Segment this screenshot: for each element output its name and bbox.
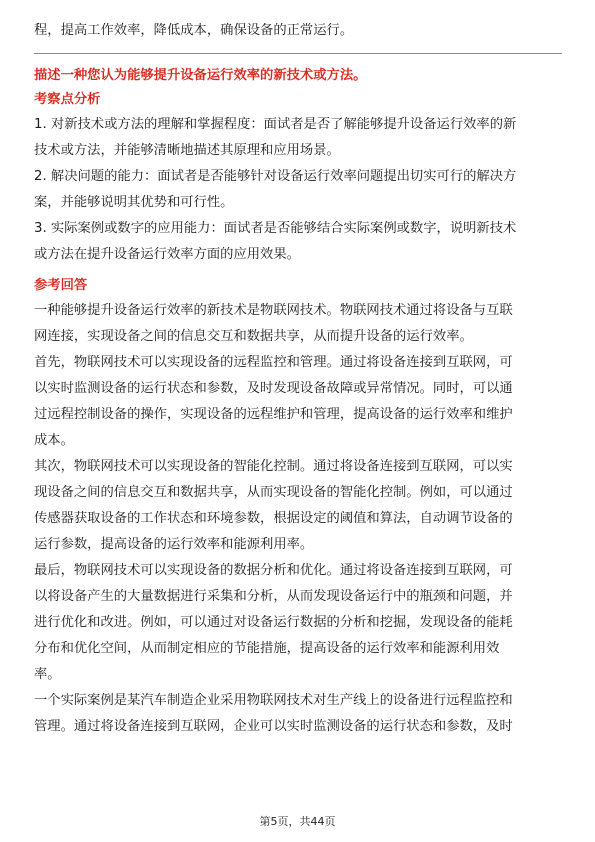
- text-line: 成本。: [34, 433, 74, 448]
- text-line: 以将设备产生的大量数据进行采集和分析，从而发现设备运行中的瓶颈和问题，并: [34, 589, 513, 604]
- answer-heading: 参考回答: [34, 278, 88, 293]
- text-line: 进行优化和改进。例如，可以通过对设备运行数据的分析和挖掘，发现设备的能耗: [34, 615, 513, 630]
- text-line: 网连接，实现设备之间的信息交互和数据共享，从而提升设备的运行效率。: [34, 329, 473, 344]
- text-line: 或方法在提升设备运行效率方面的应用效果。: [34, 247, 300, 262]
- analysis-body: [34, 112, 564, 268]
- text-line: 1. 对新技术或方法的理解和掌握程度：面试者是否了解能够提升设备运行效率的新: [34, 117, 517, 132]
- text-line: 技术或方法，并能够清晰地描述其原理和应用场景。: [34, 143, 340, 158]
- text-line: 3. 实际案例或数字的应用能力：面试者是否能够结合实际案例或数字，说明新技术: [34, 221, 517, 236]
- text-line: 现设备之间的信息交互和数据共享，从而实现设备的智能化控制。例如，可以通过: [34, 485, 513, 500]
- text-line: 传感器获取设备的工作状态和环境参数，根据设定的阈值和算法，自动调节设备的: [34, 511, 513, 526]
- section-divider: [34, 53, 562, 54]
- text-line: 最后，物联网技术可以实现设备的数据分析和优化。通过将设备连接到互联网，可: [34, 563, 513, 578]
- text-line: 一种能够提升设备运行效率的新技术是物联网技术。物联网技术通过将设备与互联: [34, 303, 513, 318]
- text-line: 过远程控制设备的操作，实现设备的远程维护和管理，提高设备的运行效率和维护: [34, 407, 513, 422]
- text-line: 分布和优化空间，从而制定相应的节能措施，提高设备的运行效率和能源利用效: [34, 641, 500, 656]
- text-line: 其次，物联网技术可以实现设备的智能化控制。通过将设备连接到互联网，可以实: [34, 459, 513, 474]
- text-line: 率。: [34, 667, 61, 682]
- question-title: 描述一种您认为能够提升设备运行效率的新技术或方法。: [34, 68, 367, 83]
- text-line: 首先，物联网技术可以实现设备的远程监控和管理。通过将设备连接到互联网，可: [34, 355, 513, 370]
- intro-paragraph: [34, 18, 564, 44]
- text-line: 管理。通过将设备连接到互联网，企业可以实时监测设备的运行状态和参数，及时: [34, 719, 513, 734]
- text-line: 案，并能够说明其优势和可行性。: [34, 195, 234, 210]
- answer-body: [34, 298, 564, 740]
- text-line: 以实时监测设备的运行状态和参数，及时发现设备故障或异常情况。同时，可以通: [34, 381, 513, 396]
- page-content: [34, 18, 564, 740]
- page-number: 第5页，共44页: [259, 815, 336, 828]
- text-line: 2. 解决问题的能力：面试者是否能够针对设备运行效率问题提出切实可行的解决方: [34, 169, 517, 184]
- text-line: 运行参数，提高设备的运行效率和能源利用率。: [34, 537, 314, 552]
- text-line: 一个实际案例是某汽车制造企业采用物联网技术对生产线上的设备进行远程监控和: [34, 693, 513, 708]
- analysis-heading: 考察点分析: [34, 92, 101, 107]
- text-line: 程，提高工作效率，降低成本，确保设备的正常运行。: [34, 23, 354, 38]
